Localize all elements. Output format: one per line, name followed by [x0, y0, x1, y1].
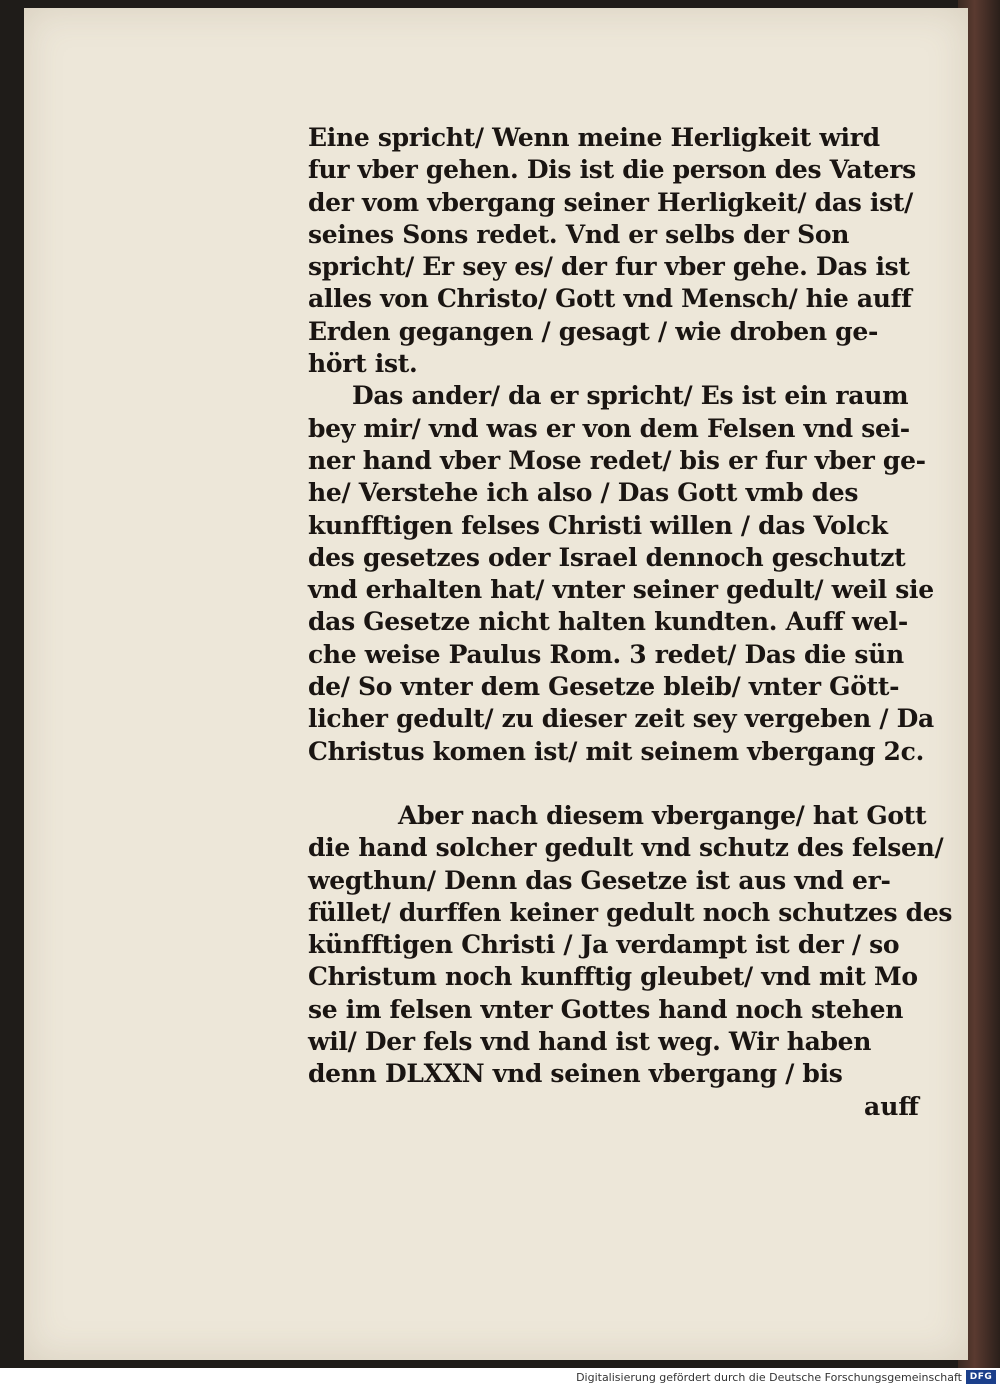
paragraph-2	[308, 380, 934, 768]
text-line: die hand solcher gedult vnd schutz des felsen/	[308, 833, 944, 863]
text-line: des gesetzes oder Israel dennoch geschutzt	[308, 542, 906, 572]
paragraph-gap	[308, 768, 928, 800]
text-line: fur vber gehen. Dis ist die person des Vaters	[308, 155, 916, 185]
text-line: che weise Paulus Rom. 3 redet/ Das die sün	[308, 639, 904, 669]
text-line: Christum noch kunfftig gleubet/ vnd mit Mo	[308, 962, 918, 992]
page-text	[308, 122, 953, 1091]
paragraph-3	[308, 800, 953, 1091]
text-line: das Gesetze nicht halten kundten. Auff wel-	[308, 607, 908, 637]
text-line: Aber nach diesem vbergange/ hat Gott	[398, 800, 927, 830]
text-line: künfftigen Christi / Ja verdampt ist der / so	[308, 930, 900, 960]
text-line: der vom vbergang seiner Herligkeit/ das ist/	[308, 187, 913, 217]
text-line: Christus komen ist/ mit seinem vbergang 2c.	[308, 736, 924, 766]
text-line: Das ander/ da er spricht/ Es ist ein raum	[352, 381, 909, 411]
text-line: se im felsen vnter Gottes hand noch stehen	[308, 994, 904, 1024]
text-line: denn DLXXN vnd seinen vbergang / bis	[308, 1059, 843, 1089]
text-line: licher gedult/ zu dieser zeit sey vergeben / Da	[308, 704, 934, 734]
catchword: auff	[864, 1092, 919, 1121]
paragraph-1	[308, 122, 928, 380]
text-line: hört ist.	[308, 349, 418, 379]
text-line: de/ So vnter dem Gesetze bleib/ vnter Gött-	[308, 672, 900, 702]
text-line: spricht/ Er sey es/ der fur vber gehe. Das ist	[308, 252, 910, 282]
text-line: Eine spricht/ Wenn meine Herligkeit wird	[308, 123, 880, 152]
text-line: ner hand vber Mose redet/ bis er fur vber ge-	[308, 445, 926, 475]
text-line: vnd erhalten hat/ vnter seiner gedult/ weil sie	[308, 575, 934, 605]
text-line: wegthun/ Denn das Gesetze ist aus vnd er-	[308, 865, 891, 895]
text-line: Erden gegangen / gesagt / wie droben ge-	[308, 316, 879, 346]
text-line: wil/ Der fels vnd hand ist weg. Wir haben	[308, 1027, 872, 1057]
text-line: kunfftigen felses Christi willen / das Volck	[308, 510, 888, 540]
text-line: füllet/ durffen keiner gedult noch schutzes des	[308, 897, 953, 927]
text-line: alles von Christo/ Gott vnd Mensch/ hie auff	[308, 284, 912, 314]
dfg-logo: DFG	[966, 1370, 996, 1384]
text-line: seines Sons redet. Vnd er selbs der Son	[308, 219, 850, 249]
text-line: bey mir/ vnd was er von dem Felsen vnd sei-	[308, 413, 910, 443]
text-line: he/ Verstehe ich also / Das Gott vmb des	[308, 478, 859, 508]
footer-bar	[0, 1368, 1000, 1388]
funding-credit: Digitalisierung gefördert durch die Deutsche Forschungsgemeinschaft	[576, 1371, 962, 1384]
